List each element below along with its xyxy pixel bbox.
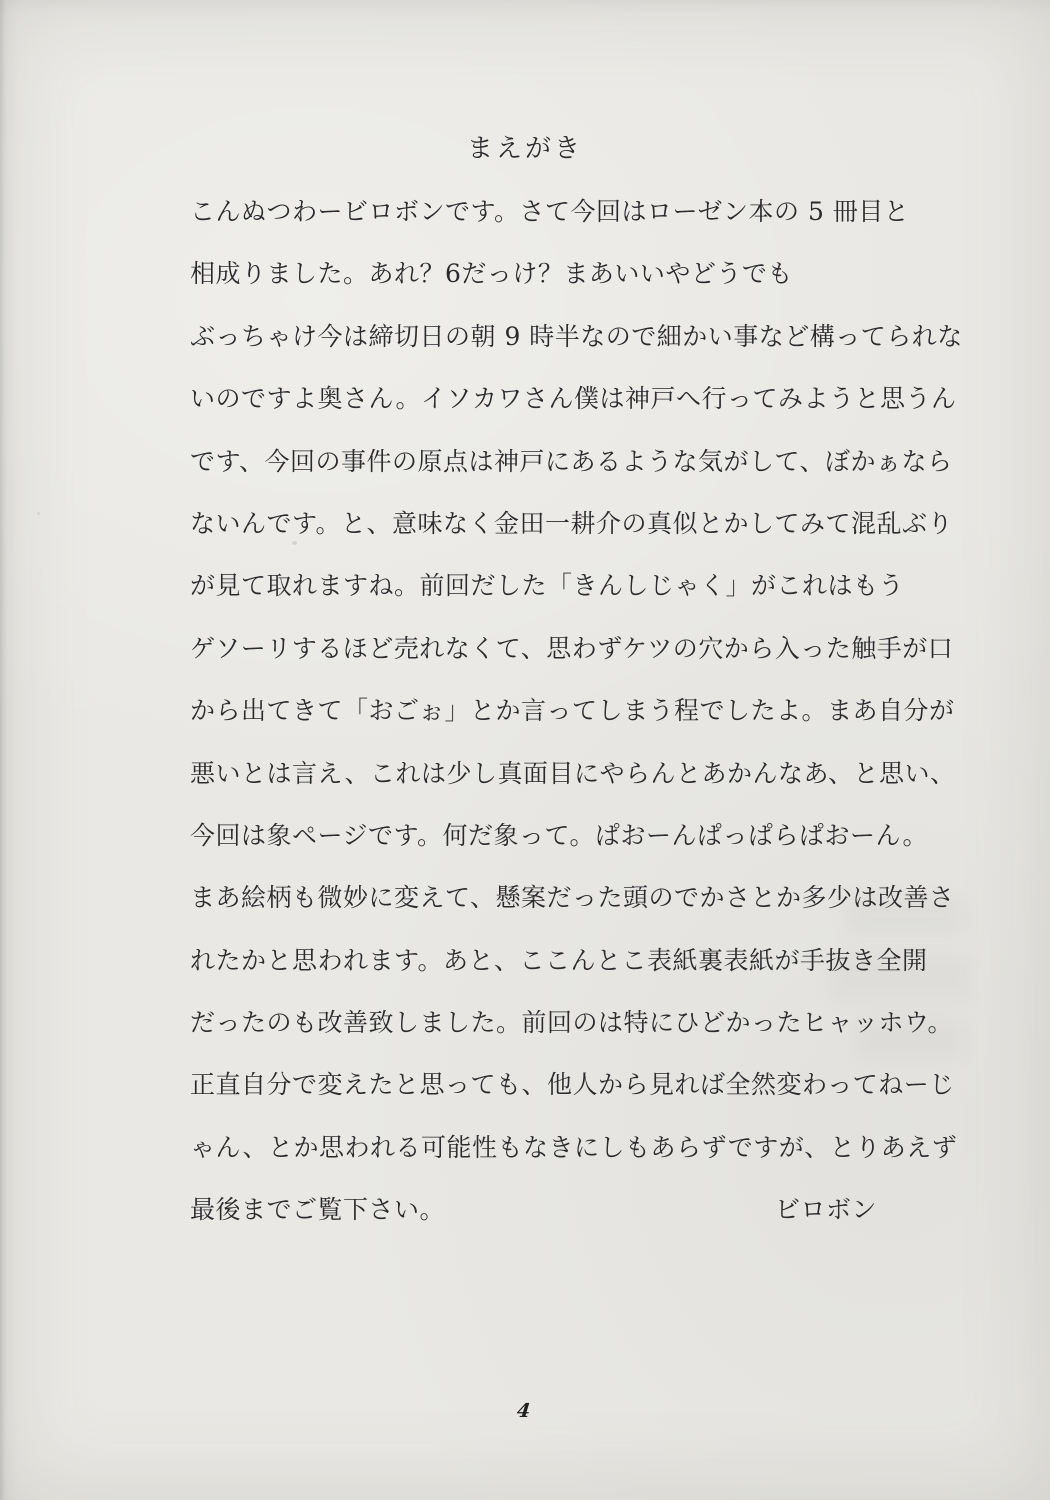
preface-body bbox=[190, 181, 980, 1242]
text-line: こんぬつわービロボンです。さて今回はローゼン本の 5 冊目と bbox=[190, 197, 910, 226]
scan-speck bbox=[37, 512, 40, 515]
text-line: 今回は象ページです。何だ象って。ぱおーんぱっぱらぱおーん。 bbox=[190, 820, 929, 850]
text-line: が見て取れますね。前回だした「きんしじゃく」がこれはもう bbox=[190, 571, 905, 601]
author-signature: ビロボン bbox=[775, 1195, 878, 1225]
text-line: ゃん、とか思われる可能性もなきにしもあらずですが、とりあえず bbox=[190, 1132, 958, 1162]
text-line: まあ絵柄も微妙に変えて、懸案だった頭のでかさとか多少は改善さ bbox=[190, 883, 955, 913]
text-line: 悪いとは言え、これは少し真面目にやらんとあかんなあ、と思い、 bbox=[190, 758, 956, 788]
page-number: 4 bbox=[515, 1400, 532, 1422]
text-line: から出てきて「おごぉ」とか言ってしまう程でしたよ。まあ自分が bbox=[190, 696, 955, 726]
text-line: だったのも改善致しました。前回のは特にひどかったヒャッホウ。 bbox=[190, 1008, 954, 1038]
text-line: ないんです。と、意味なく金田一耕介の真似とかしてみて混乱ぶり bbox=[190, 508, 954, 538]
text-line: いのですよ奥さん。イソカワさん僕は神戸へ行ってみようと思うん bbox=[190, 384, 957, 414]
page-title: まえがき bbox=[466, 134, 583, 164]
text-line: れたかと思われます。あと、ここんとこ表紙裏表紙が手抜き全開 bbox=[190, 945, 928, 975]
text-line: です、今回の事件の原点は神戸にあるような気がして、ぼかぁなら bbox=[190, 446, 953, 476]
text-line-final: 最後までご覧下さい。 bbox=[190, 1195, 446, 1225]
text-line: 正直自分で変えたと思っても、他人から見れば全然変わってねーじ bbox=[190, 1070, 955, 1100]
text-line: ぶっちゃけ今は締切日の朝 9 時半なので細かい事など構ってられな bbox=[190, 321, 963, 351]
text-line bbox=[190, 1179, 980, 1241]
text-line: 相成りました。あれ？6だっけ？まあいいやどうでも bbox=[190, 259, 793, 289]
text-line: ゲソーリするほど売れなくて、思わずケツの穴から入った触手が口 bbox=[190, 633, 954, 663]
